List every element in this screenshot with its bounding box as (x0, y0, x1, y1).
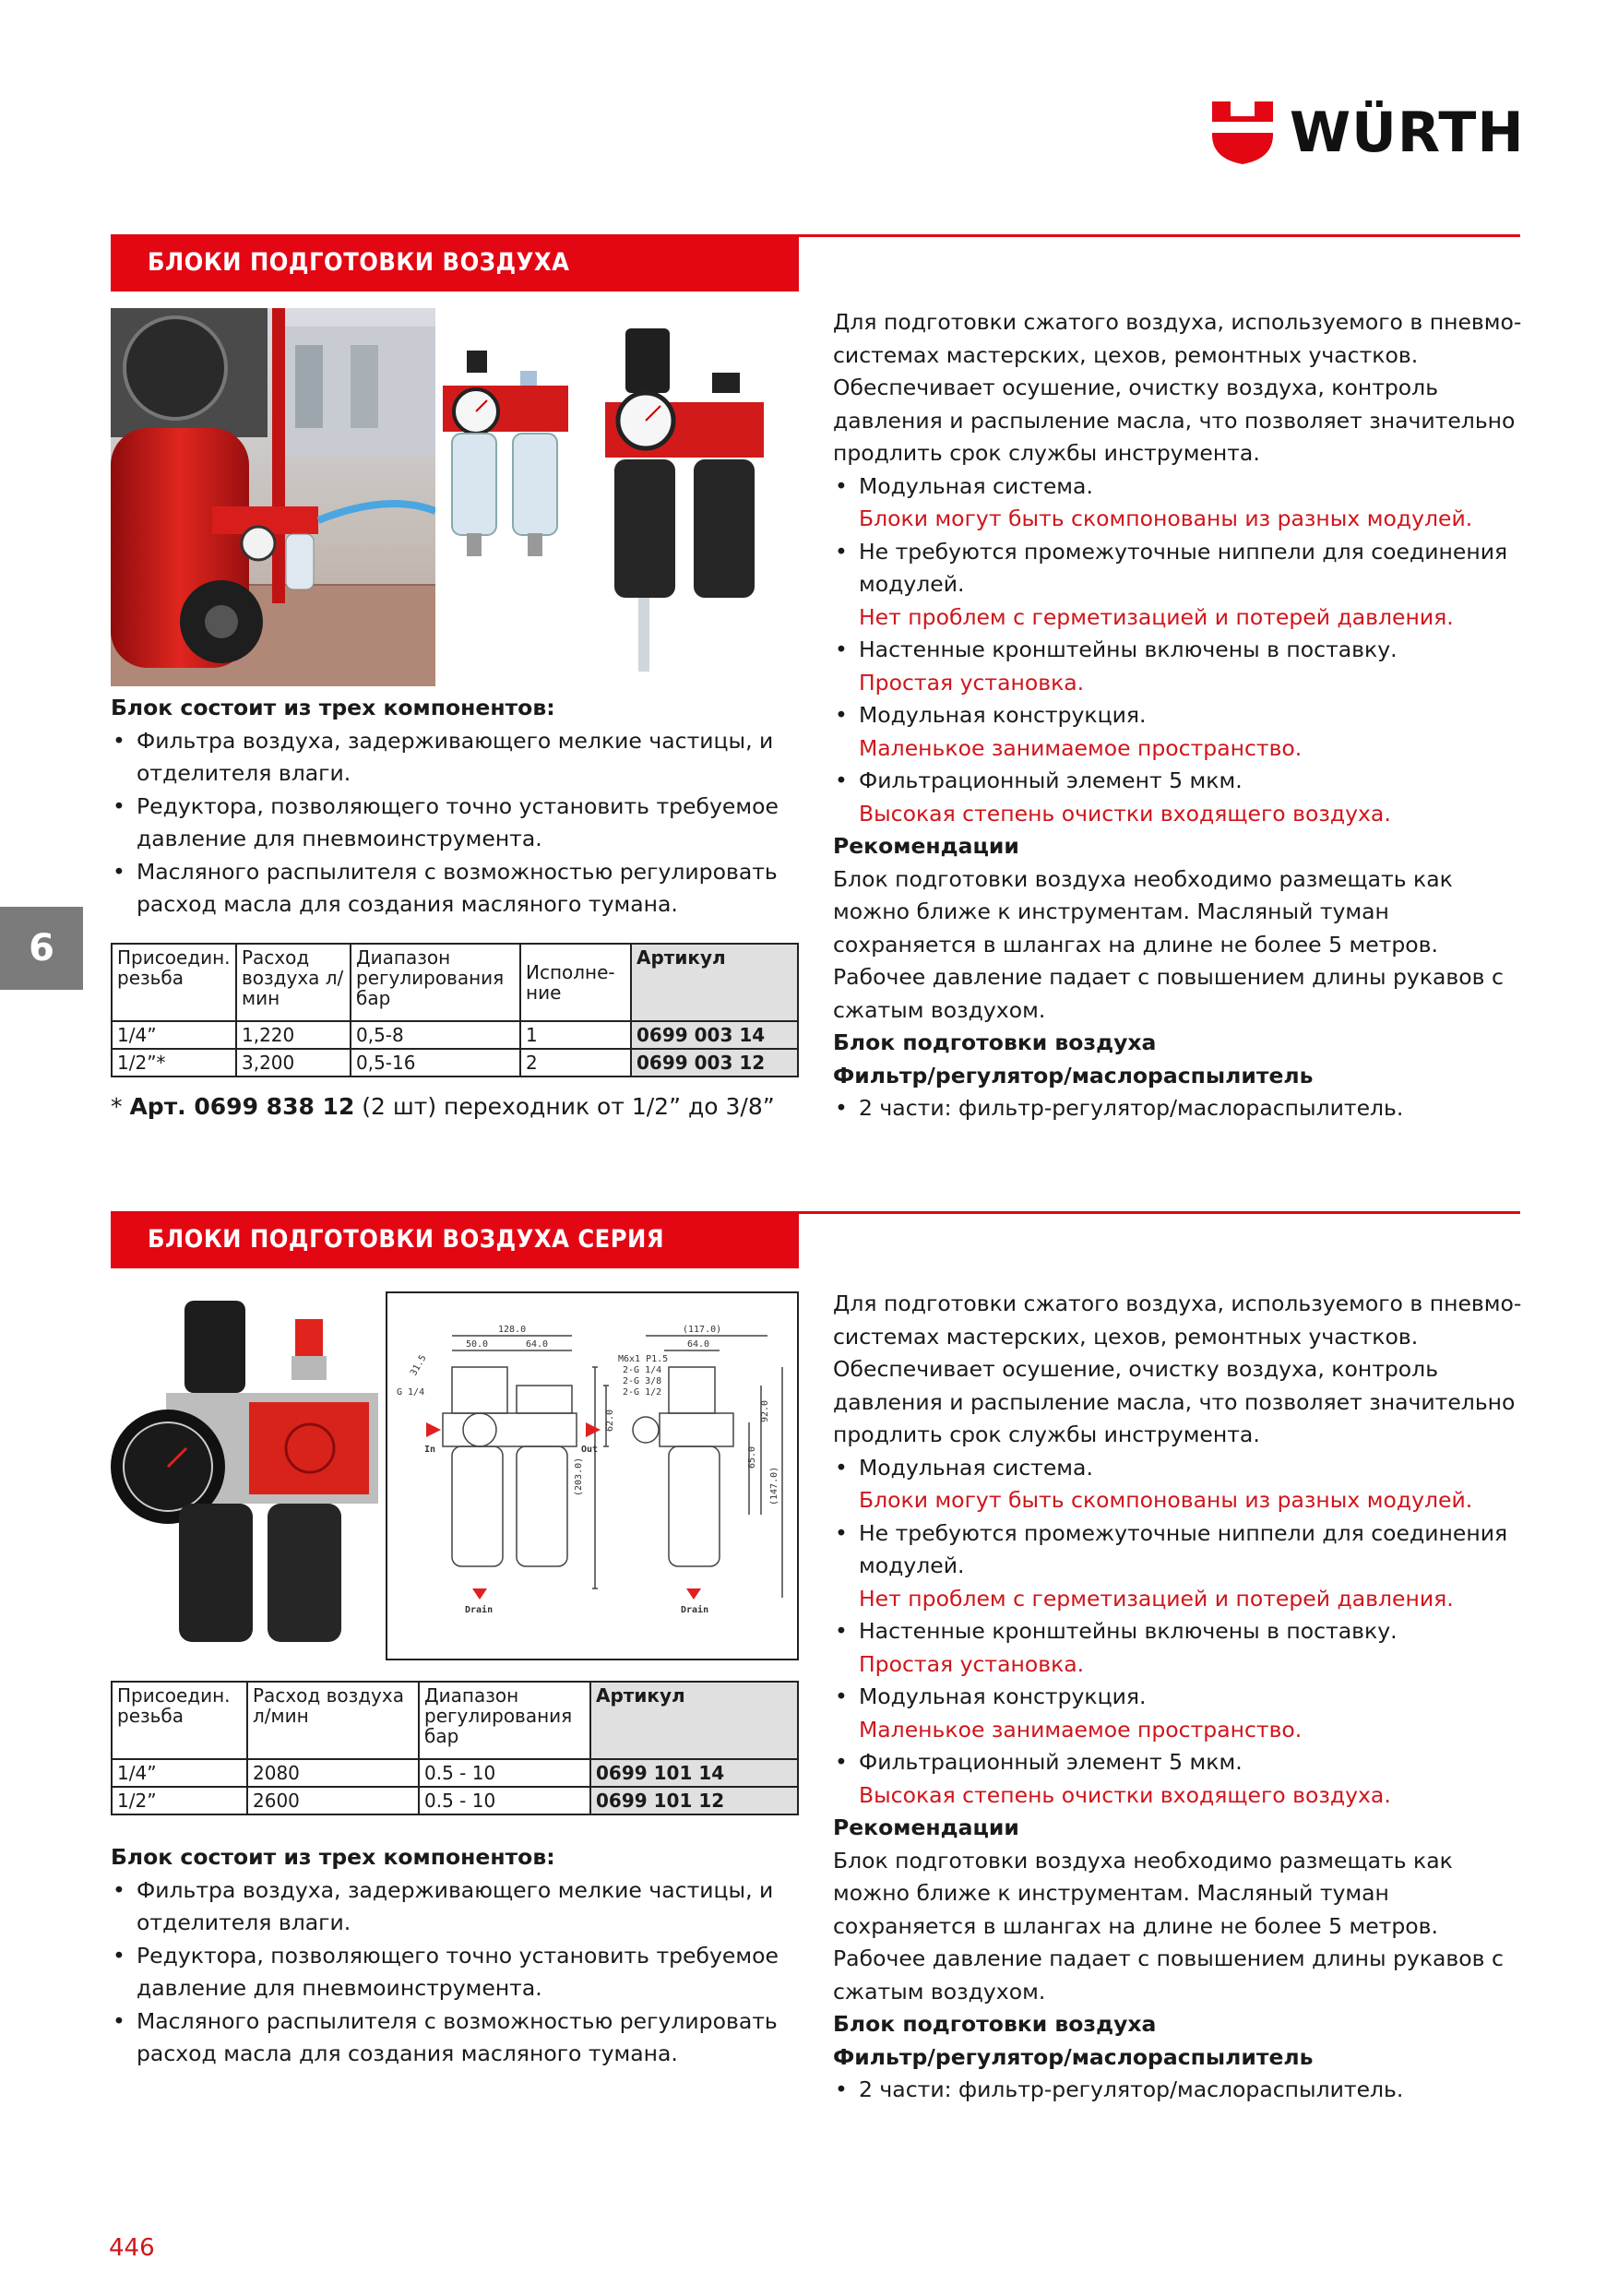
feature-benefit: Простая установка. (859, 1650, 1085, 1677)
feature-benefit: Нет проблем с герметизацией и потерей давления. (859, 1585, 1454, 1612)
feature-benefit: Маленькое занимаемое пространство. (859, 734, 1303, 761)
list-item: • Масляного распылителя с возможностью регулировать расход масла для создания масляного тумана. (111, 2005, 793, 2071)
table-cell: 1 (520, 1021, 631, 1049)
dim-label: 31.5 (409, 1353, 429, 1378)
dim-label: Drain (681, 1605, 709, 1615)
dim-label: G 1/4 (397, 1387, 425, 1398)
table-cell: 0.5 - 10 (419, 1787, 590, 1814)
table-cell: 0699 003 12 (631, 1049, 798, 1077)
feature-benefit: Нет проблем с герметизацией и потерей давления. (859, 603, 1454, 630)
dim-label: 2-G 1/2 (623, 1387, 662, 1398)
dim-label: Drain (465, 1605, 494, 1615)
page-number: 446 (109, 2234, 155, 2262)
table-cell: 1/4” (112, 1759, 247, 1787)
table-cell: 0,5-16 (351, 1049, 520, 1077)
small-unit-photo (441, 349, 570, 598)
dim-label: 2-G 1/4 (623, 1365, 662, 1375)
feature-benefit: Блоки могут быть скомпонованы из разных модулей. (859, 1487, 1473, 1513)
dim-label: 64.0 (687, 1339, 710, 1350)
wurth-logo (1210, 100, 1524, 166)
description-block (833, 1288, 1525, 2107)
feature-item: • Не требуются промежуточные ниппели для соединения модулей. (833, 536, 1525, 601)
table-cell: 0699 101 14 (590, 1759, 798, 1787)
brand-name: WÜRTH (1290, 101, 1525, 165)
recommendations-heading: Рекомендации (833, 1814, 1019, 1840)
table-cell: 1,220 (236, 1021, 351, 1049)
technical-drawing (386, 1291, 799, 1660)
section-title: БЛОКИ ПОДГОТОВКИ ВОЗДУХА СЕРИЯ (111, 1211, 799, 1268)
components-block (111, 1841, 793, 2071)
feature-benefit: Высокая степень очистки входящего воздуха. (859, 800, 1391, 827)
feature-benefit: Высокая степень очистки входящего воздуха. (859, 1781, 1391, 1808)
components-heading: Блок состоит из трех компонентов: (111, 1844, 555, 1870)
section-title: БЛОКИ ПОДГОТОВКИ ВОЗДУХА (111, 234, 799, 291)
components-block (111, 692, 793, 922)
table-cell: 0699 101 12 (590, 1787, 798, 1814)
dim-label: M6x1 P1.5 (618, 1354, 669, 1364)
table-cell: 2080 (247, 1759, 419, 1787)
recommendations-heading: Рекомендации (833, 833, 1019, 859)
feature-item: • Модульная конструкция. (833, 1681, 1525, 1714)
feature-item: • Модульная система. (833, 470, 1525, 504)
footnote-marker: * (111, 1093, 130, 1120)
spec-table (111, 943, 799, 1077)
list-item: • Редуктора, позволяющего точно установить требуемое давление для пневмоинструмента. (111, 791, 793, 856)
dim-label: (147.0) (769, 1466, 779, 1505)
footnote-article: Арт. 0699 838 12 (129, 1093, 355, 1120)
table-cell: 3,200 (236, 1049, 351, 1077)
dim-label: 2-G 3/8 (623, 1376, 662, 1386)
description-block (833, 306, 1525, 1125)
section-rule (799, 1211, 1520, 1214)
list-item: • Фильтра воздуха, задерживающего мелкие частицы, и отделителя влаги. (111, 725, 793, 791)
table-header: Диапазон регулирования бар (419, 1682, 590, 1759)
unit-item: • 2 части: фильтр-регулятор/маслораспылитель. (833, 1092, 1525, 1125)
intro-text: Для подготовки сжатого воздуха, используемого в пневмо-системах мастерских, цехов, ремонтных участков. Обеспечивает осушение, очистку воздуха, контроль давления и распыление масла, что позволяет значительно продлить срок службы инструмента. (833, 309, 1522, 466)
unit-heading: Блок подготовки воздуха (833, 1029, 1157, 1055)
unit-subheading: Фильтр/регулятор/маслораспылитель (833, 1062, 1314, 1089)
intro-text: Для подготовки сжатого воздуха, используемого в пневмо-системах мастерских, цехов, ремонтных участков. Обеспечивает осушение, очистку воздуха, контроль давления и распыление масла, что позволяет значительно продлить срок службы инструмента. (833, 1291, 1522, 1447)
large-unit-photo (601, 328, 767, 679)
feature-benefit: Блоки могут быть скомпонованы из разных модулей. (859, 506, 1473, 531)
table-header: Присоедин. резьба (112, 944, 236, 1021)
table-header: Присоедин. резьба (112, 1682, 247, 1759)
feature-item: • Фильтрационный элемент 5 мкм. (833, 765, 1525, 798)
table-cell: 1/4” (112, 1021, 236, 1049)
table-header: Артикул (631, 944, 798, 1021)
dim-label: 128.0 (498, 1325, 527, 1335)
dim-label: 64.0 (526, 1339, 549, 1350)
table-header: Исполне-ние (520, 944, 631, 1021)
wurth-logo-mark-icon (1210, 100, 1275, 166)
unit-heading: Блок подготовки воздуха (833, 2011, 1157, 2037)
dim-label: 65.0 (747, 1445, 757, 1469)
table-cell: 0,5-8 (351, 1021, 520, 1049)
list-item: • Масляного распылителя с возможностью регулировать расход масла для создания масляного тумана. (111, 856, 793, 922)
feature-item: • Модульная система. (833, 1452, 1525, 1485)
table-cell: 1/2” (112, 1787, 247, 1814)
table-header: Артикул (590, 1682, 798, 1759)
unit-subheading: Фильтр/регулятор/маслораспылитель (833, 2043, 1314, 2070)
standart-unit-photo (111, 1291, 378, 1651)
recommendations-text: Блок подготовки воздуха необходимо размещать как можно ближе к инструментам. Масляный туман сохраняется в шлангах на длине не более 5 метров. Рабочее давление падает с повышением длины рукавов с сжатым воздухом. (833, 1847, 1504, 2005)
feature-item: • Фильтрационный элемент 5 мкм. (833, 1746, 1525, 1779)
dim-label: 50.0 (466, 1339, 489, 1350)
footnote (111, 1091, 775, 1123)
footnote-text: (2 шт) переходник от 1/2” до 3/8” (354, 1093, 775, 1120)
table-cell: 0.5 - 10 (419, 1759, 590, 1787)
table-cell: 1/2”* (112, 1049, 236, 1077)
table-header: Расход воздуха л/мин (247, 1682, 419, 1759)
dim-label: (117.0) (683, 1325, 722, 1335)
feature-benefit: Маленькое занимаемое пространство. (859, 1716, 1303, 1743)
components-heading: Блок состоит из трех компонентов: (111, 695, 555, 720)
dim-label: (203.0) (574, 1457, 584, 1496)
dim-label: In (424, 1445, 436, 1455)
feature-item: • Настенные кронштейны включены в поставку. (833, 634, 1525, 667)
section-rule (799, 234, 1520, 237)
list-item: • Редуктора, позволяющего точно установить требуемое давление для пневмоинструмента. (111, 1940, 793, 2005)
compressor-photo (111, 308, 435, 686)
dim-label: Out (581, 1445, 599, 1455)
spec-table (111, 1681, 799, 1815)
chapter-tab: 6 (0, 907, 83, 990)
table-cell: 2 (520, 1049, 631, 1077)
table-header: Расход воздуха л/мин (236, 944, 351, 1021)
list-item: • Фильтра воздуха, задерживающего мелкие частицы, и отделителя влаги. (111, 1874, 793, 1940)
feature-item: • Модульная конструкция. (833, 699, 1525, 732)
table-cell: 2600 (247, 1787, 419, 1814)
feature-item: • Настенные кронштейны включены в поставку. (833, 1615, 1525, 1648)
recommendations-text: Блок подготовки воздуха необходимо размещать как можно ближе к инструментам. Масляный туман сохраняется в шлангах на длине не более 5 метров. Рабочее давление падает с повышением длины рукавов с сжатым воздухом. (833, 865, 1504, 1023)
dim-label: 92.0 (760, 1399, 770, 1422)
feature-benefit: Простая установка. (859, 669, 1085, 696)
table-header: Диапазон регулирования бар (351, 944, 520, 1021)
feature-item: • Не требуются промежуточные ниппели для соединения модулей. (833, 1517, 1525, 1583)
table-cell: 0699 003 14 (631, 1021, 798, 1049)
dim-label: 62.0 (605, 1409, 615, 1432)
unit-item: • 2 части: фильтр-регулятор/маслораспылитель. (833, 2074, 1525, 2107)
